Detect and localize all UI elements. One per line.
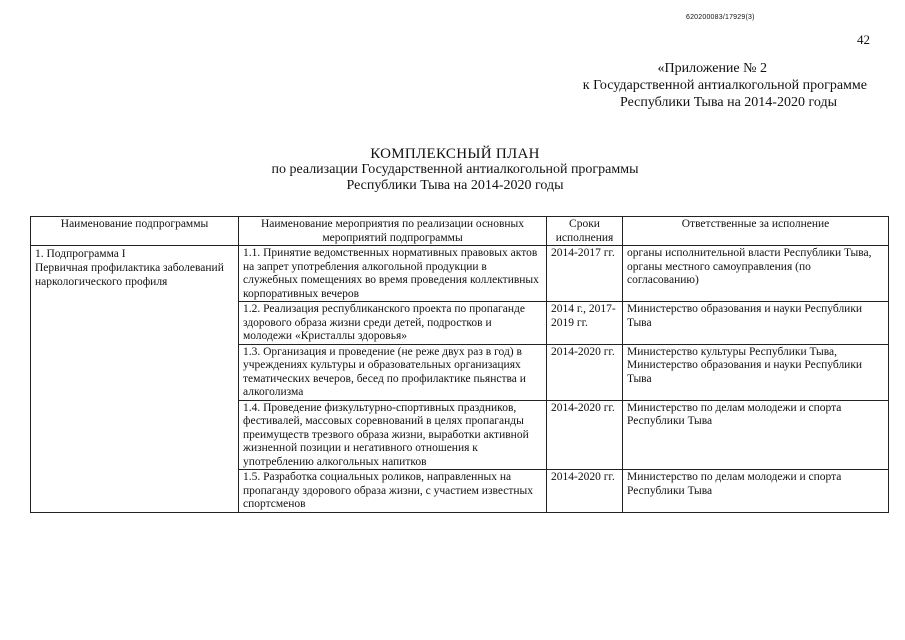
subprogram-description: Первичная профилактика заболеваний наркологического профиля xyxy=(35,262,224,288)
responsible-cell: Министерство по делам молодежи и спорта Республики Тыва xyxy=(623,470,889,513)
appendix-line-2: к Государственной антиалкогольной программе xyxy=(582,78,867,93)
document-code: 620200083/17929(3) xyxy=(686,14,755,21)
responsible-cell: Министерство культуры Республики Тыва, Министерство образования и науки Республики Тыва xyxy=(623,344,889,400)
responsible-cell: Министерство по делам молодежи и спорта Республики Тыва xyxy=(623,400,889,470)
terms-cell: 2014 г., 2017-2019 гг. xyxy=(547,302,623,345)
subprogram-title: 1. Подпрограмма I xyxy=(35,248,126,260)
header-terms: Сроки исполнения xyxy=(547,217,623,246)
table-row xyxy=(31,246,889,302)
activity-cell: 1.2. Реализация республиканского проекта по пропаганде здорового образа жизни среди детей, подростков и молодежи «Кристаллы здоровья» xyxy=(239,302,547,345)
terms-cell: 2014-2020 гг. xyxy=(547,470,623,513)
activity-cell: 1.1. Принятие ведомственных нормативных правовых актов на запрет употребления алкогольной продукции в служебных помещениях во время проведения коллективных корпоративных вечеров xyxy=(239,246,547,302)
responsible-cell: Министерство образования и науки Республики Тыва xyxy=(623,302,889,345)
terms-cell: 2014-2020 гг. xyxy=(547,344,623,400)
plan-table xyxy=(30,216,889,513)
header-activity: Наименование мероприятия по реализации основных мероприятий подпрограммы xyxy=(239,217,547,246)
appendix-line-3: Республики Тыва на 2014-2020 годы xyxy=(619,95,837,110)
activity-cell: 1.5. Разработка социальных роликов, направленных на пропаганду здорового образа жизни, с участием известных спортсменов xyxy=(239,470,547,513)
title-line-1: КОМПЛЕКСНЫЙ ПЛАН xyxy=(370,146,540,162)
responsible-cell: органы исполнительной власти Республики Тыва, органы местного самоуправления (по согласованию) xyxy=(623,246,889,302)
subprogram-cell xyxy=(31,246,239,513)
appendix-line-1: «Приложение № 2 xyxy=(657,61,767,76)
document-title xyxy=(175,146,735,194)
terms-cell: 2014-2017 гг. xyxy=(547,246,623,302)
header-subprogram: Наименование подпрограммы xyxy=(31,217,239,246)
page-number: 42 xyxy=(857,32,870,47)
header-responsible: Ответственные за исполнение xyxy=(623,217,889,246)
activity-cell: 1.3. Организация и проведение (не реже двух раз в год) в учреждениях культуры и образовательных организациях тематических вечеров, бесед по профилактике пьянства и алкоголизма xyxy=(239,344,547,400)
activity-cell: 1.4. Проведение физкультурно-спортивных праздников, фестивалей, массовых соревнований в целях пропаганды преимуществ трезвого образа жизни, выработки активной жизненной позиции и негативного отношения к употреблению алкогольных напитков xyxy=(239,400,547,470)
table-header-row xyxy=(31,217,889,246)
title-line-3: Республики Тыва на 2014-2020 годы xyxy=(346,178,564,193)
title-line-2: по реализации Государственной антиалкогольной программы xyxy=(271,162,639,177)
terms-cell: 2014-2020 гг. xyxy=(547,400,623,470)
appendix-note xyxy=(507,60,867,111)
